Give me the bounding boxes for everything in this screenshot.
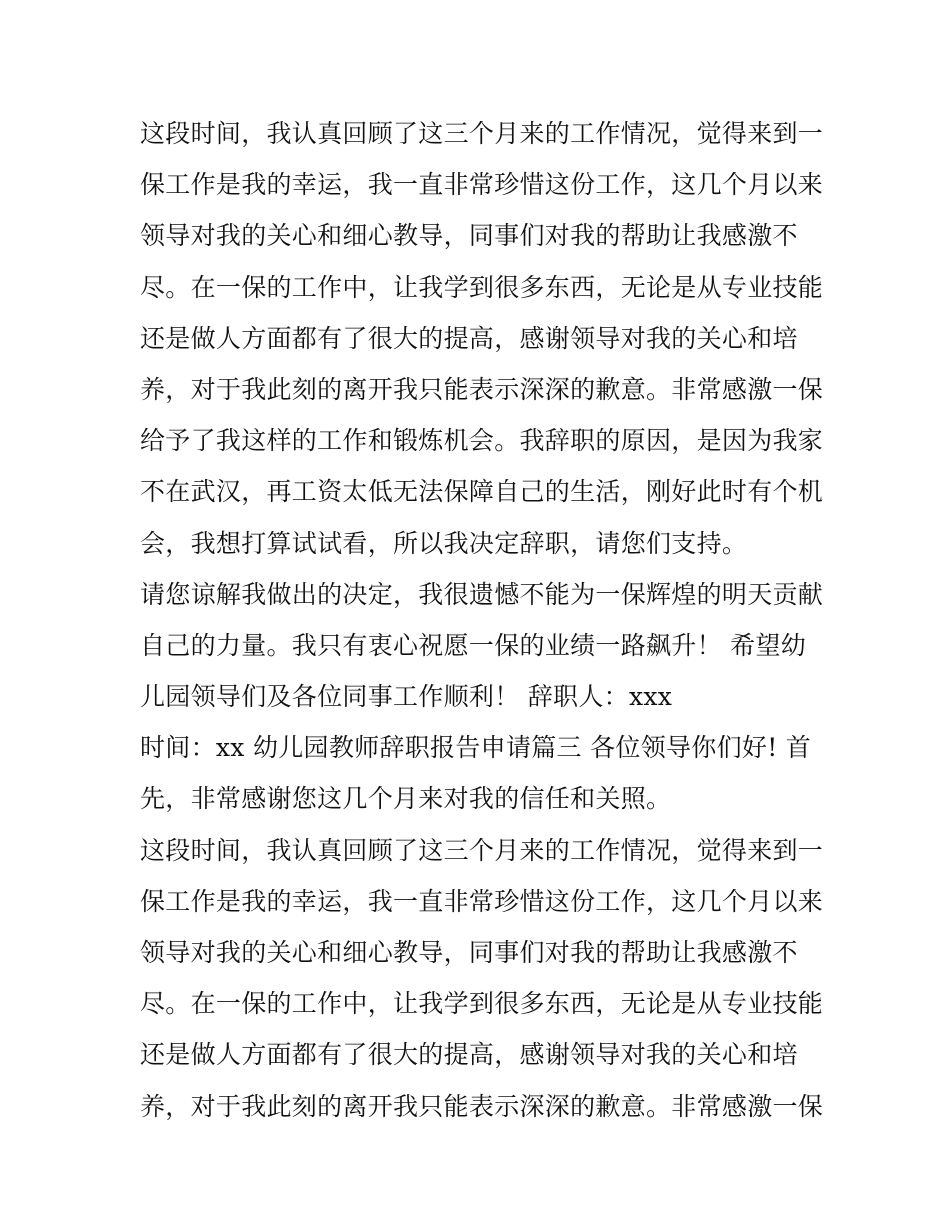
text-line: 先，非常感谢您这几个月来对我的信任和关照。 — [140, 784, 672, 814]
text-line: 不在武汉，再工资太低无法保障自己的生活，刚好此时有个机 — [140, 477, 824, 507]
text-line: 给予了我这样的工作和锻炼机会。我辞职的原因，是因为我家 — [140, 426, 824, 456]
text-line: 养，对于我此刻的离开我只能表示深深的歉意。非常感激一保 — [140, 374, 824, 404]
text-line: 会，我想打算试试看，所以我决定辞职，请您们支持。 — [140, 528, 748, 558]
text-line: 尽。在一保的工作中，让我学到很多东西，无论是从专业技能 — [140, 272, 824, 302]
text-line: 这段时间，我认真回顾了这三个月来的工作情况，觉得来到一 — [140, 119, 824, 148]
text-line: 养，对于我此刻的离开我只能表示深深的歉意。非常感激一保 — [140, 1091, 824, 1121]
text-line: 请您谅解我做出的决定，我很遗憾不能为一保辉煌的明天贡献 — [140, 579, 824, 609]
text-line: 领导对我的关心和细心教导，同事们对我的帮助让我感激不 — [140, 938, 798, 967]
text-line: 保工作是我的幸运，我一直非常珍惜这份工作，这几个月以来 — [140, 886, 824, 916]
text-line: 尽。在一保的工作中，让我学到很多东西，无论是从专业技能 — [140, 989, 824, 1019]
text-line: 领导对我的关心和细心教导，同事们对我的帮助让我感激不 — [140, 221, 798, 251]
body-text — [140, 108, 824, 1132]
text-line: 自己的力量。我只有衷心祝愿一保的业绩一路飙升！ 希望幼 — [140, 630, 807, 660]
text-line: 这段时间，我认真回顾了这三个月来的工作情况，觉得来到一 — [140, 835, 824, 865]
text-line: 儿园领导们及各位同事工作顺利！ 辞职人：xxx — [140, 682, 673, 712]
text-line: 保工作是我的幸运，我一直非常珍惜这份工作，这几个月以来 — [140, 170, 824, 200]
text-line: 时间：xx 幼儿园教师辞职报告申请篇三 各位领导你们好! 首 — [140, 733, 812, 763]
text-line: 还是做人方面都有了很大的提高，感谢领导对我的关心和培 — [140, 323, 798, 353]
text-line: 还是做人方面都有了很大的提高，感谢领导对我的关心和培 — [140, 1040, 798, 1070]
